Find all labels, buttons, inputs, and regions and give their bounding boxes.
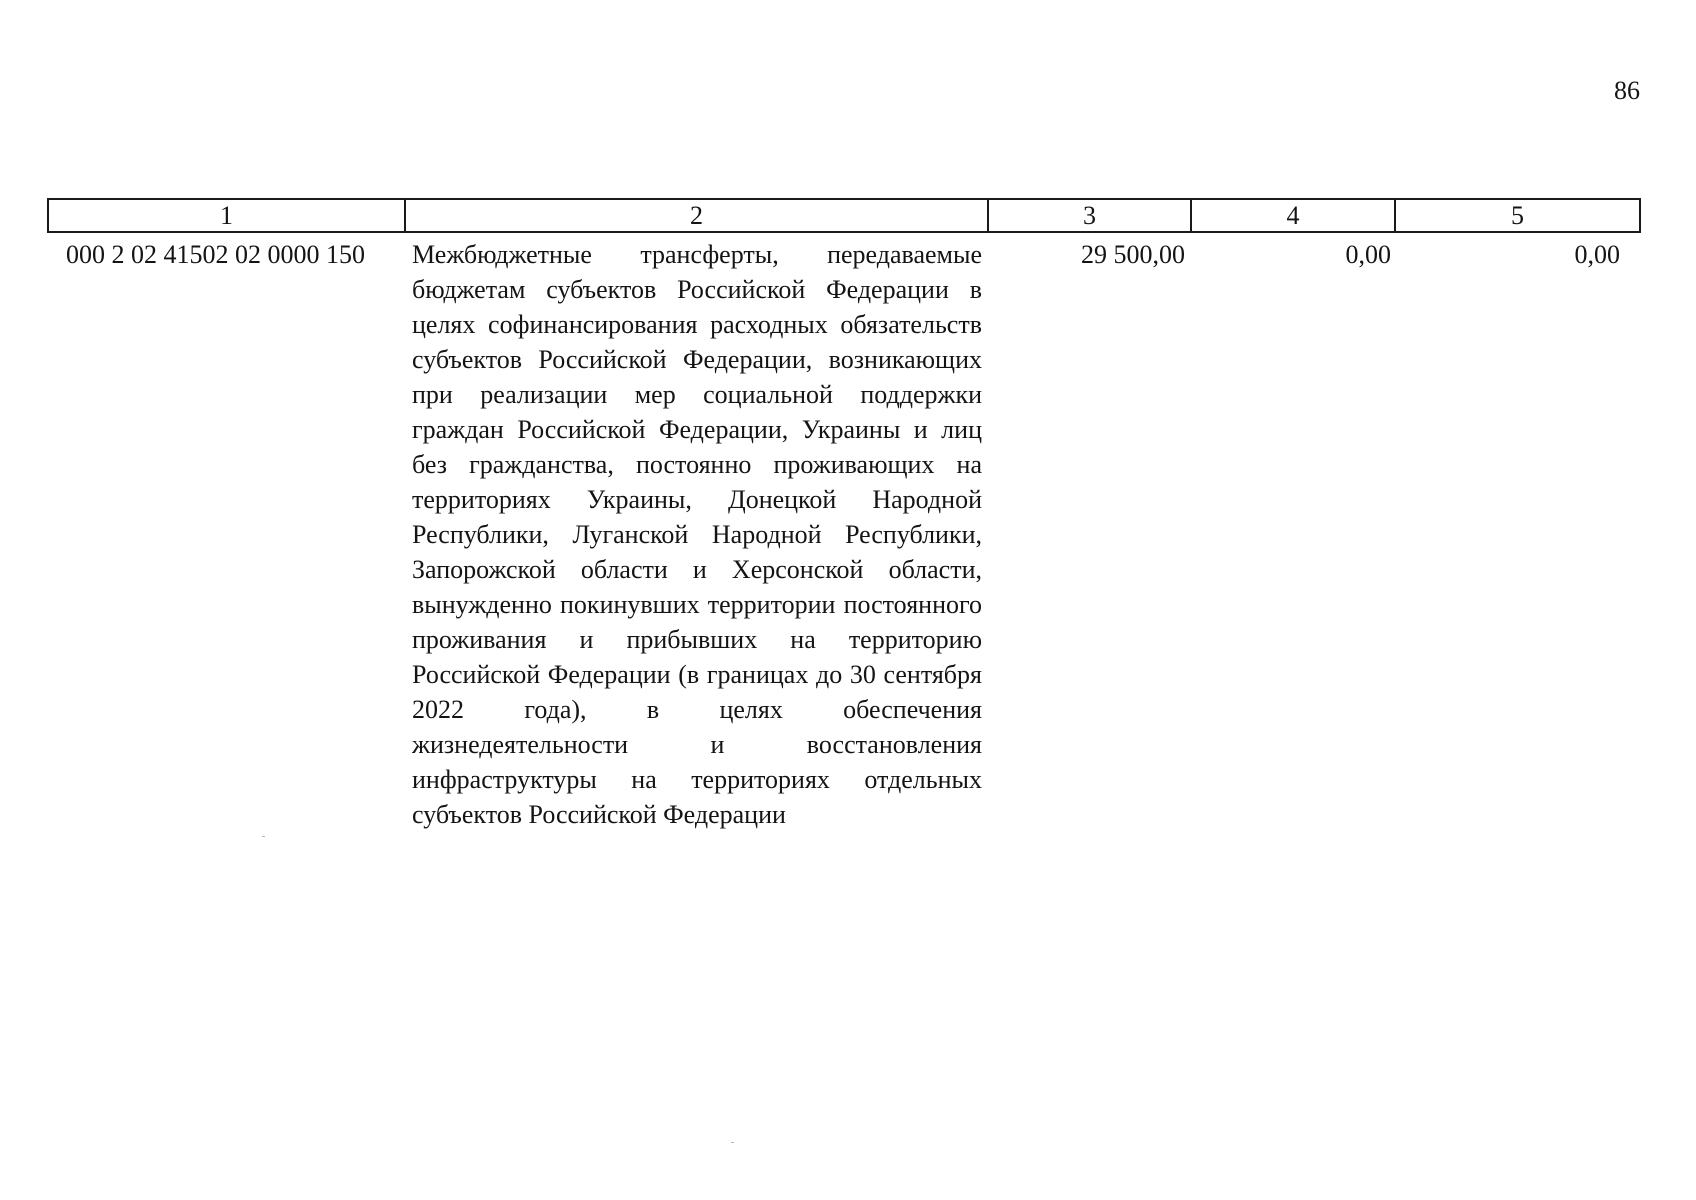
column-header-4: 4 [1191, 199, 1395, 232]
column-header-3: 3 [988, 199, 1191, 232]
table-row [48, 232, 1640, 832]
amount-column-4: 0,00 [1345, 240, 1391, 269]
scan-speck [731, 1142, 734, 1143]
budget-classification-code: 000 2 02 41502 02 0000 150 [66, 240, 365, 269]
scan-speck [262, 836, 265, 837]
table-header-row [48, 199, 1640, 232]
column-header-5: 5 [1395, 199, 1640, 232]
page-number: 86 [1614, 76, 1640, 105]
column-header-1: 1 [48, 199, 405, 232]
income-description: Межбюджетные трансферты, передаваемые бюджетам субъектов Российской Федерации в целях софинансирования расходных обязательств субъектов Российской Федерации, возникающих при реализации мер социальной поддержки граждан Российской Федерации, Украины и лиц без гражданства, постоянно проживающих на территориях Украины, Донецкой Народной Республики, Луганской Народной Республики, Запорожской области и Херсонской области, вынужденно покинувших территории постоянного проживания и прибывших на территорию Российской Федерации (в границах до 30 сентября 2022 года), в целях обеспечения жизнедеятельности и восстановления инфраструктуры на территориях отдельных субъектов Российской Федерации [412, 240, 982, 829]
amount-column-5: 0,00 [1574, 240, 1620, 269]
budget-table [47, 198, 1641, 832]
column-header-2: 2 [405, 199, 988, 232]
amount-column-3: 29 500,00 [1081, 240, 1185, 269]
